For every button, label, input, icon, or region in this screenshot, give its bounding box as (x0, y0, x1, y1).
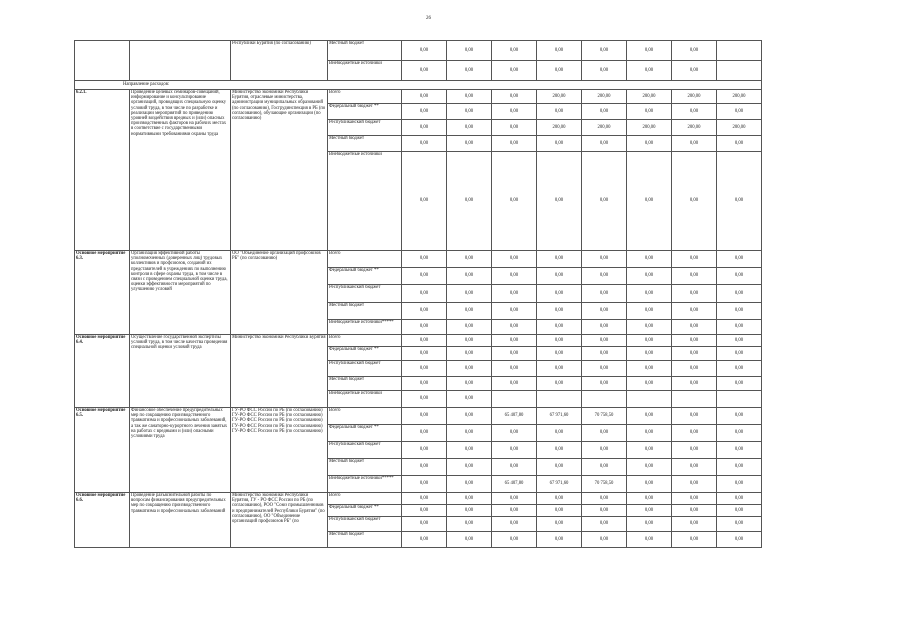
funding-source: Внебюджетные источники (328, 61, 402, 81)
funding-source: Местный бюджет (328, 377, 402, 391)
amount-cell: 0,00 (402, 361, 447, 377)
table-row (75, 41, 762, 61)
measure-executor: ГУ-РО ФСС России по РБ (по согласованию) ГУ-РО ФСС России по РБ (по согласованию) ГУ-РО ФСС России по РБ (по согласованию) ГУ-РО ФСС России по РБ (по согласованию) ГУ-РО ФСС России по РБ (по согласованию) (231, 408, 328, 493)
amount-cell: 0,00 (582, 335, 627, 347)
amount-cell: 0,00 (627, 517, 672, 532)
table-row (75, 408, 762, 425)
measure-description: Финансовое обеспечение предупредительных мер по сокращению производственного травматизма и профессиональных заболеваний, а так же санаторно-курортного лечения занятых на работах с вредными и (или) опасными условиями труда (130, 408, 231, 493)
amount-cell: 0,00 (447, 505, 492, 517)
funding-source: Республиканский бюджет (328, 517, 402, 532)
amount-cell: 0,00 (537, 493, 582, 505)
amount-cell: 0,00 (717, 505, 762, 517)
measure-number: Основное мероприятие 6.4. (75, 335, 130, 408)
table-row (75, 335, 762, 347)
amount-cell: 0,00 (402, 268, 447, 285)
measure-executor: Республики Бурятия (по согласованию) (231, 41, 328, 81)
budget-table (74, 40, 762, 548)
amount-cell: 0,00 (672, 517, 717, 532)
amount-cell: 0,00 (402, 320, 447, 335)
amount-cell: 0,00 (717, 285, 762, 303)
page-number: 26 (426, 16, 431, 21)
amount-cell (672, 391, 717, 408)
amount-cell: 0,00 (717, 251, 762, 268)
amount-cell: 0,00 (627, 104, 672, 120)
amount-cell: 0,00 (492, 320, 537, 335)
amount-cell: 0,00 (627, 152, 672, 251)
amount-cell: 0,00 (627, 361, 672, 377)
amount-cell: 0,00 (627, 408, 672, 425)
amount-cell: 0,00 (717, 377, 762, 391)
amount-cell: 0,00 (447, 517, 492, 532)
funding-source: Всего (328, 408, 402, 425)
amount-cell: 0,00 (447, 104, 492, 120)
amount-cell: 0,00 (582, 303, 627, 320)
funding-source: Внебюджетные источники***** (328, 320, 402, 335)
amount-cell: 0,00 (402, 303, 447, 320)
amount-cell: 0,00 (537, 347, 582, 361)
amount-cell: 0,00 (672, 505, 717, 517)
amount-cell (717, 61, 762, 81)
amount-cell: 0,00 (717, 104, 762, 120)
measure-number: Основное мероприятие 6.6. (75, 493, 130, 548)
funding-source: Республиканский бюджет (328, 120, 402, 136)
amount-cell: 0,00 (447, 41, 492, 61)
amount-cell: 0,00 (582, 442, 627, 459)
amount-cell: 0,00 (402, 377, 447, 391)
amount-cell: 0,00 (582, 251, 627, 268)
amount-cell: 70 758,50 (582, 408, 627, 425)
amount-cell: 0,00 (672, 152, 717, 251)
amount-cell: 0,00 (447, 251, 492, 268)
funding-source: Всего (328, 251, 402, 268)
amount-cell: 0,00 (582, 285, 627, 303)
amount-cell: 0,00 (672, 347, 717, 361)
amount-cell: 0,00 (402, 442, 447, 459)
amount-cell: 0,00 (402, 408, 447, 425)
amount-cell: 0,00 (447, 152, 492, 251)
amount-cell: 0,00 (537, 136, 582, 152)
amount-cell: 0,00 (402, 285, 447, 303)
amount-cell (537, 391, 582, 408)
measure-description: Проведение целевых семинаров-совещаний, информирование и консультирование организаций, проводящих специальную оценку условий труда, в том числе по разработке и реализации мероприятий по приведению уровней воздействия вредных и (или) опасных производственных факторов на рабочих местах в соответствие с государственными нормативными требованиями охраны труда (130, 90, 231, 251)
amount-cell: 0,00 (627, 493, 672, 505)
table-row (75, 90, 762, 104)
amount-cell: 0,00 (402, 347, 447, 361)
funding-source: Федеральный бюджет ** (328, 104, 402, 120)
amount-cell: 0,00 (537, 285, 582, 303)
measure-number (75, 41, 130, 81)
funding-source: Федеральный бюджет ** (328, 505, 402, 517)
amount-cell: 0,00 (537, 377, 582, 391)
amount-cell: 0,00 (492, 303, 537, 320)
amount-cell: 0,00 (717, 532, 762, 548)
amount-cell: 0,00 (672, 251, 717, 268)
measure-number: Основное мероприятие 6.3. (75, 251, 130, 335)
funding-source: Местный бюджет (328, 136, 402, 152)
amount-cell: 0,00 (447, 476, 492, 493)
amount-cell: 200,00 (672, 90, 717, 104)
measure-executor: Министерство экономики Республики Бурятия, ГУ - РО ФСС России по РБ (по согласованию), РОО "Союз промышленников и предпринимателей Республики Бурятия" (по согласованию), ОО "Объединение организаций профсоюзов РБ" (по (231, 493, 328, 548)
amount-cell: 0,00 (492, 347, 537, 361)
amount-cell: 0,00 (537, 361, 582, 377)
amount-cell: 0,00 (717, 493, 762, 505)
amount-cell (582, 391, 627, 408)
amount-cell: 0,00 (537, 505, 582, 517)
amount-cell: 0,00 (402, 152, 447, 251)
amount-cell: 0,00 (672, 476, 717, 493)
amount-cell: 0,00 (627, 320, 672, 335)
funding-source: Местный бюджет (328, 303, 402, 320)
amount-cell: 0,00 (627, 347, 672, 361)
amount-cell: 0,00 (402, 459, 447, 476)
amount-cell: 0,00 (672, 425, 717, 442)
amount-cell: 0,00 (447, 285, 492, 303)
amount-cell: 0,00 (537, 268, 582, 285)
measure-description: Осуществление государственной экспертизы условий труда, в том числе качества проведения специальной оценки условий труда (130, 335, 231, 408)
amount-cell: 0,00 (582, 377, 627, 391)
measure-executor: Министерство экономики Республики Бурятия (231, 335, 328, 408)
measure-description (130, 41, 231, 81)
amount-cell: 0,00 (537, 320, 582, 335)
amount-cell: 0,00 (447, 120, 492, 136)
amount-cell: 0,00 (672, 303, 717, 320)
amount-cell: 0,00 (582, 347, 627, 361)
amount-cell: 0,00 (582, 532, 627, 548)
amount-cell: 0,00 (672, 361, 717, 377)
amount-cell: 0,00 (402, 493, 447, 505)
amount-cell: 0,00 (492, 505, 537, 517)
amount-cell: 0,00 (672, 459, 717, 476)
amount-cell: 0,00 (447, 268, 492, 285)
amount-cell: 0,00 (402, 505, 447, 517)
amount-cell: 0,00 (447, 408, 492, 425)
amount-cell: 0,00 (717, 459, 762, 476)
amount-cell: 0,00 (492, 152, 537, 251)
amount-cell: 65 407,80 (492, 476, 537, 493)
amount-cell: 200,00 (582, 120, 627, 136)
amount-cell: 200,00 (717, 90, 762, 104)
table-row (75, 251, 762, 268)
amount-cell: 0,00 (402, 61, 447, 81)
amount-cell: 0,00 (627, 335, 672, 347)
amount-cell: 0,00 (717, 347, 762, 361)
amount-cell: 0,00 (582, 136, 627, 152)
amount-cell: 0,00 (627, 251, 672, 268)
amount-cell: 0,00 (672, 61, 717, 81)
amount-cell (717, 41, 762, 61)
amount-cell: 0,00 (717, 268, 762, 285)
amount-cell: 0,00 (402, 335, 447, 347)
amount-cell: 200,00 (717, 120, 762, 136)
amount-cell: 0,00 (537, 517, 582, 532)
amount-cell: 0,00 (717, 136, 762, 152)
amount-cell: 0,00 (717, 303, 762, 320)
amount-cell: 0,00 (627, 41, 672, 61)
amount-cell: 0,00 (492, 90, 537, 104)
amount-cell: 0,00 (402, 90, 447, 104)
amount-cell: 0,00 (447, 442, 492, 459)
amount-cell: 0,00 (402, 391, 447, 408)
amount-cell: 0,00 (492, 268, 537, 285)
amount-cell: 0,00 (492, 41, 537, 61)
amount-cell: 200,00 (537, 90, 582, 104)
amount-cell (627, 391, 672, 408)
amount-cell: 0,00 (627, 476, 672, 493)
amount-cell: 0,00 (627, 61, 672, 81)
amount-cell: 0,00 (627, 532, 672, 548)
amount-cell: 0,00 (447, 377, 492, 391)
amount-cell: 0,00 (672, 320, 717, 335)
amount-cell: 0,00 (492, 104, 537, 120)
amount-cell: 0,00 (582, 493, 627, 505)
funding-source: Внебюджетные источники (328, 152, 402, 251)
amount-cell: 0,00 (537, 335, 582, 347)
amount-cell: 0,00 (627, 505, 672, 517)
amount-cell: 0,00 (537, 104, 582, 120)
measure-executor: Министерство экономики Республики Бурятия, отраслевые министерства, администрации муниципальных образований (по согласованию), Госгрудинспекция в РБ (по согласованию), обучающие организации (по согласованию) (231, 90, 328, 251)
amount-cell: 0,00 (537, 442, 582, 459)
amount-cell (492, 391, 537, 408)
amount-cell: 0,00 (672, 493, 717, 505)
amount-cell: 0,00 (492, 285, 537, 303)
amount-cell: 0,00 (672, 268, 717, 285)
amount-cell: 0,00 (447, 361, 492, 377)
amount-cell: 0,00 (492, 61, 537, 81)
amount-cell: 0,00 (402, 104, 447, 120)
amount-cell: 0,00 (402, 425, 447, 442)
amount-cell: 0,00 (717, 320, 762, 335)
amount-cell: 0,00 (627, 285, 672, 303)
amount-cell: 0,00 (627, 459, 672, 476)
amount-cell: 0,00 (717, 152, 762, 251)
amount-cell: 0,00 (447, 320, 492, 335)
amount-cell: 67 971,60 (537, 408, 582, 425)
amount-cell: 0,00 (582, 459, 627, 476)
amount-cell: 0,00 (537, 303, 582, 320)
amount-cell: 0,00 (447, 90, 492, 104)
amount-cell: 0,00 (447, 425, 492, 442)
amount-cell: 0,00 (537, 41, 582, 61)
amount-cell: 0,00 (582, 361, 627, 377)
amount-cell: 0,00 (672, 408, 717, 425)
amount-cell: 0,00 (447, 347, 492, 361)
funding-source: Внебюджетные источники***** (328, 476, 402, 493)
measure-number: Основное мероприятие 6.5. (75, 408, 130, 493)
amount-cell: 0,00 (492, 459, 537, 476)
amount-cell: 65 407,80 (492, 408, 537, 425)
amount-cell: 0,00 (582, 41, 627, 61)
amount-cell: 0,00 (492, 377, 537, 391)
amount-cell: 0,00 (492, 335, 537, 347)
funding-source: Всего (328, 90, 402, 104)
funding-source: Всего (328, 335, 402, 347)
amount-cell: 70 758,50 (582, 476, 627, 493)
amount-cell: 0,00 (627, 268, 672, 285)
amount-cell: 0,00 (582, 517, 627, 532)
amount-cell: 200,00 (627, 90, 672, 104)
amount-cell: 0,00 (717, 361, 762, 377)
amount-cell: 0,00 (492, 425, 537, 442)
section-label: Направление расходов: (75, 81, 762, 90)
table-row (75, 493, 762, 505)
amount-cell: 0,00 (582, 104, 627, 120)
amount-cell: 0,00 (672, 532, 717, 548)
amount-cell: 0,00 (492, 120, 537, 136)
amount-cell: 0,00 (582, 152, 627, 251)
amount-cell: 0,00 (492, 361, 537, 377)
funding-source: Республиканский бюджет (328, 361, 402, 377)
amount-cell: 0,00 (492, 517, 537, 532)
measure-description: Проведение разъяснительной работы по вопросам финансирования предупредительных мер по сокращению производственного травматизма и профессиональных заболеваний (130, 493, 231, 548)
funding-source: Местный бюджет (328, 459, 402, 476)
amount-cell: 0,00 (717, 517, 762, 532)
amount-cell: 0,00 (672, 104, 717, 120)
amount-cell: 0,00 (402, 476, 447, 493)
funding-source: Внебюджетные источники (328, 391, 402, 408)
measure-number: 6.2.1. (75, 90, 130, 251)
amount-cell: 0,00 (672, 41, 717, 61)
amount-cell: 0,00 (492, 251, 537, 268)
funding-source: Местный бюджет (328, 41, 402, 61)
amount-cell: 67 971,60 (537, 476, 582, 493)
amount-cell: 0,00 (582, 425, 627, 442)
amount-cell: 0,00 (402, 517, 447, 532)
amount-cell: 0,00 (537, 532, 582, 548)
amount-cell: 200,00 (672, 120, 717, 136)
amount-cell: 0,00 (447, 391, 492, 408)
funding-source: Республиканский бюджет (328, 442, 402, 459)
amount-cell: 0,00 (717, 408, 762, 425)
amount-cell: 0,00 (627, 377, 672, 391)
amount-cell: 0,00 (627, 425, 672, 442)
amount-cell: 0,00 (447, 459, 492, 476)
measure-description: Организация эффективной работы уполномоченных (доверенных лиц) трудовых коллективов и профсоюзов, созданий их представителей в учреждениях по выполнению контроля в сфере охраны труда, в том числе в связи с проведением специальной оценки труда, оценки эффективности мероприятий по улучшению условий (130, 251, 231, 335)
section-row (75, 81, 762, 90)
amount-cell: 0,00 (447, 136, 492, 152)
amount-cell: 0,00 (492, 493, 537, 505)
amount-cell: 0,00 (447, 61, 492, 81)
amount-cell: 0,00 (582, 505, 627, 517)
funding-source: Всего (328, 493, 402, 505)
funding-source: Местный бюджет (328, 532, 402, 548)
amount-cell: 0,00 (402, 136, 447, 152)
amount-cell: 0,00 (447, 493, 492, 505)
amount-cell: 0,00 (672, 335, 717, 347)
amount-cell: 0,00 (627, 303, 672, 320)
funding-source: Федеральный бюджет ** (328, 425, 402, 442)
measure-executor: ОО "Объединение организаций профсоюзов РБ" (по согласованию) (231, 251, 328, 335)
amount-cell: 0,00 (717, 335, 762, 347)
amount-cell: 0,00 (582, 320, 627, 335)
amount-cell: 0,00 (492, 442, 537, 459)
amount-cell: 0,00 (402, 41, 447, 61)
amount-cell: 0,00 (537, 61, 582, 81)
amount-cell: 200,00 (537, 120, 582, 136)
amount-cell: 200,00 (627, 120, 672, 136)
amount-cell: 0,00 (447, 303, 492, 320)
amount-cell: 0,00 (717, 425, 762, 442)
amount-cell: 0,00 (402, 251, 447, 268)
amount-cell: 0,00 (627, 442, 672, 459)
amount-cell: 0,00 (537, 152, 582, 251)
amount-cell: 0,00 (447, 532, 492, 548)
amount-cell: 0,00 (492, 136, 537, 152)
amount-cell (717, 391, 762, 408)
amount-cell: 0,00 (537, 459, 582, 476)
amount-cell: 0,00 (672, 285, 717, 303)
amount-cell: 0,00 (537, 425, 582, 442)
funding-source: Федеральный бюджет ** (328, 268, 402, 285)
amount-cell: 0,00 (717, 476, 762, 493)
amount-cell: 0,00 (672, 442, 717, 459)
funding-source: Федеральный бюджет ** (328, 347, 402, 361)
amount-cell: 0,00 (582, 61, 627, 81)
amount-cell: 0,00 (402, 532, 447, 548)
amount-cell: 0,00 (492, 532, 537, 548)
amount-cell: 0,00 (447, 335, 492, 347)
amount-cell: 0,00 (672, 377, 717, 391)
amount-cell: 0,00 (582, 268, 627, 285)
funding-source: Республиканский бюджет (328, 285, 402, 303)
amount-cell: 0,00 (672, 136, 717, 152)
amount-cell: 0,00 (537, 251, 582, 268)
amount-cell: 200,00 (582, 90, 627, 104)
amount-cell: 0,00 (627, 136, 672, 152)
amount-cell: 0,00 (717, 442, 762, 459)
amount-cell: 0,00 (402, 120, 447, 136)
